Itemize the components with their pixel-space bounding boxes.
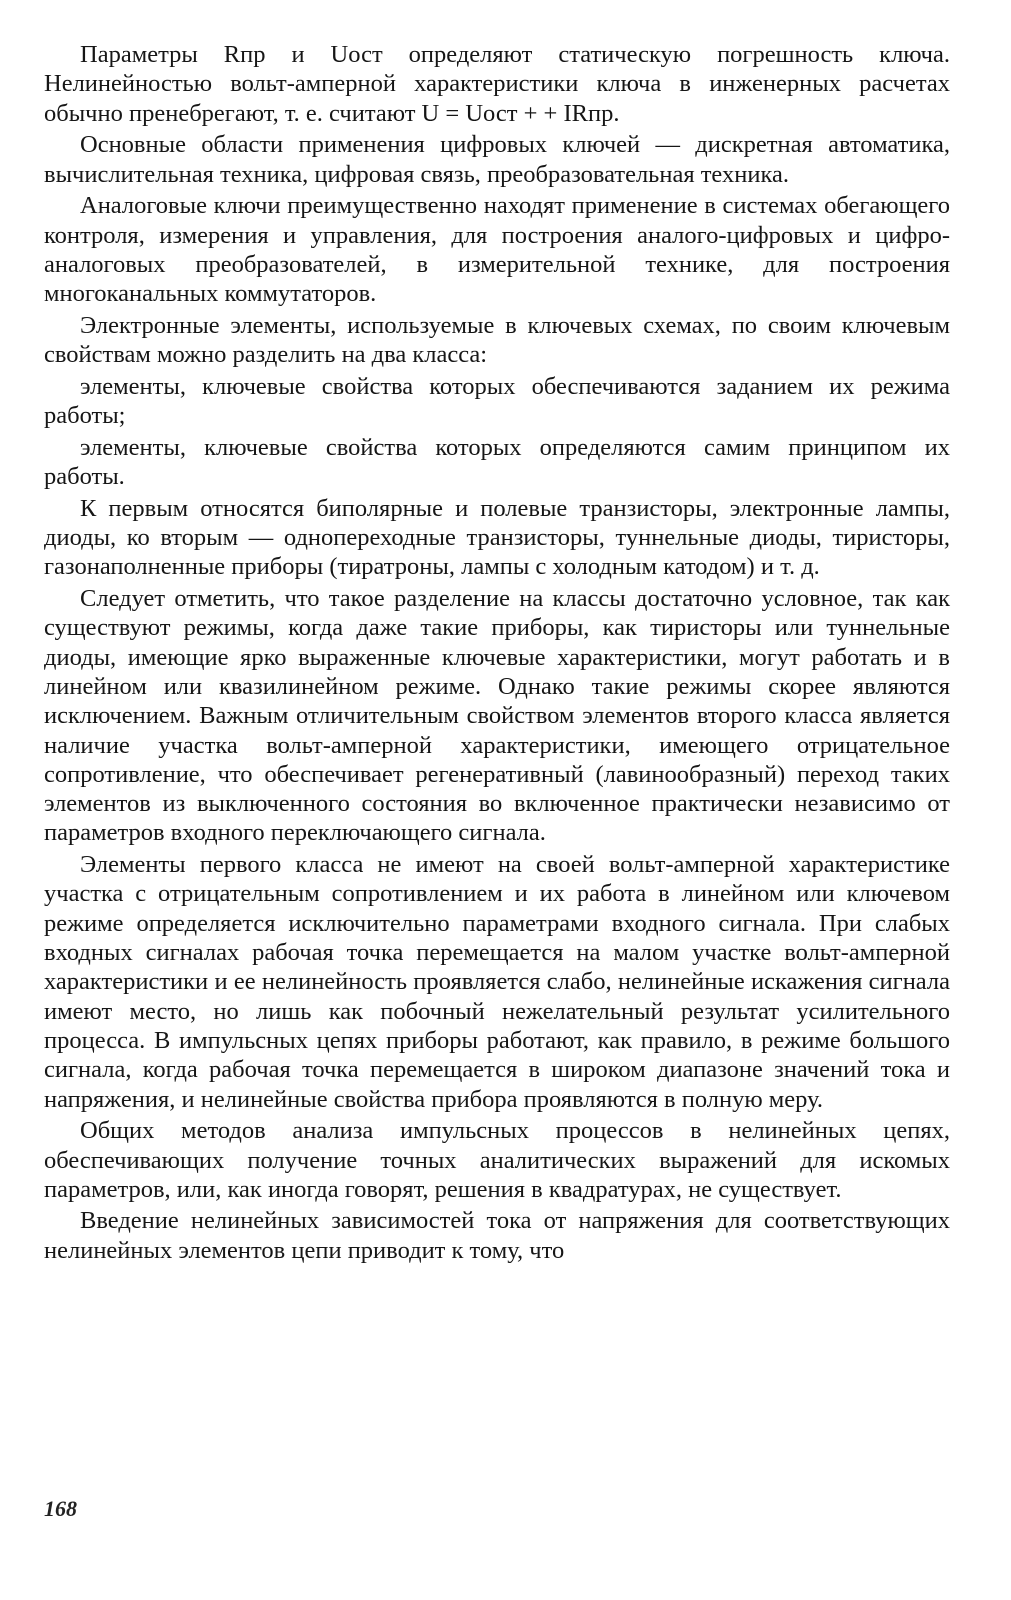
- paragraph-digital-switch-applications: Основные области применения цифровых ключей — дискретная автоматика, вычислительная техника, цифровая связь, преобразовательная техника.: [44, 131, 950, 188]
- paragraph-analog-switch-applications: Аналоговые ключи преимущественно находят применение в системах обегающего контроля, измерения и управления, для построения аналого-цифровых и цифро-аналоговых преобразователей, в измерительной технике, для построения многоканальных коммутаторов.: [44, 192, 950, 308]
- paragraph-nonlinear-dependencies: Введение нелинейных зависимостей тока от напряжения для соответствующих нелинейных элементов цепи приводит к тому, что: [44, 1207, 950, 1264]
- paragraph-class-examples: К первым относятся биполярные и полевые транзисторы, электронные лампы, диоды, ко вторым — однопереходные транзисторы, туннельные диоды, тиристоры, газонаполненные приборы (тиратроны, лампы с холодным катодом) и т. д.: [44, 494, 950, 581]
- paragraph-element-classes-intro: Электронные элементы, используемые в ключевых схемах, по своим ключевым свойствам можно разделить на два класса:: [44, 311, 950, 369]
- page-number: 168: [44, 1496, 77, 1521]
- body-text: [44, 40, 950, 1267]
- paragraph-analysis-methods: Общих методов анализа импульсных процессов в нелинейных цепях, обеспечивающих получение точных аналитических выражений для искомых параметров, или, как иногда говорят, решения в квадратурах, не существует.: [44, 1117, 950, 1203]
- list-item-second-class: элементы, ключевые свойства которых определяются самим принципом их работы.: [44, 433, 950, 491]
- paragraph-first-class-properties: Элементы первого класса не имеют на своей вольт-амперной характеристике участка с отрицательным сопротивлением и их работа в линейном или ключевом режиме определяется исключительно параметрами входного сигнала. При слабых входных сигналах рабочая точка перемещается на малом участке вольт-амперной характеристики и ее нелинейность проявляется слабо, нелинейные искажения сигнала имеют место, но лишь как побочный нежелательный результат усилительного процесса. В импульсных цепях приборы работают, как правило, в режиме большого сигнала, когда рабочая точка перемещается в широком диапазоне значений тока и напряжения, и нелинейные свойства прибора проявляются в полную меру.: [44, 851, 950, 1113]
- paragraph-switch-parameters: Параметры Rпр и Uост определяют статическую погрешность ключа. Нелинейностью вольт-амперной характеристики ключа в инженерных расчетах обычно пренебрегают, т. е. считают U = Uост + + IRпр.: [44, 41, 950, 127]
- list-item-first-class: элементы, ключевые свойства которых обеспечиваются заданием их режима работы;: [44, 372, 950, 430]
- paragraph-classification-note: Следует отметить, что такое разделение на классы достаточно условное, так как существуют режимы, когда даже такие приборы, как тиристоры или туннельные диоды, имеющие ярко выраженные ключевые характеристики, могут работать и в линейном или квазилинейном режиме. Однако такие режимы скорее являются исключением. Важным отличительным свойством элементов второго класса является наличие участка вольт-амперной характеристики, имеющего отрицательное сопротивление, что обеспечивает регенеративный (лавинообразный) переход таких элементов из выключенного состояния во включенное практически независимо от параметров входного переключающего сигнала.: [44, 585, 950, 847]
